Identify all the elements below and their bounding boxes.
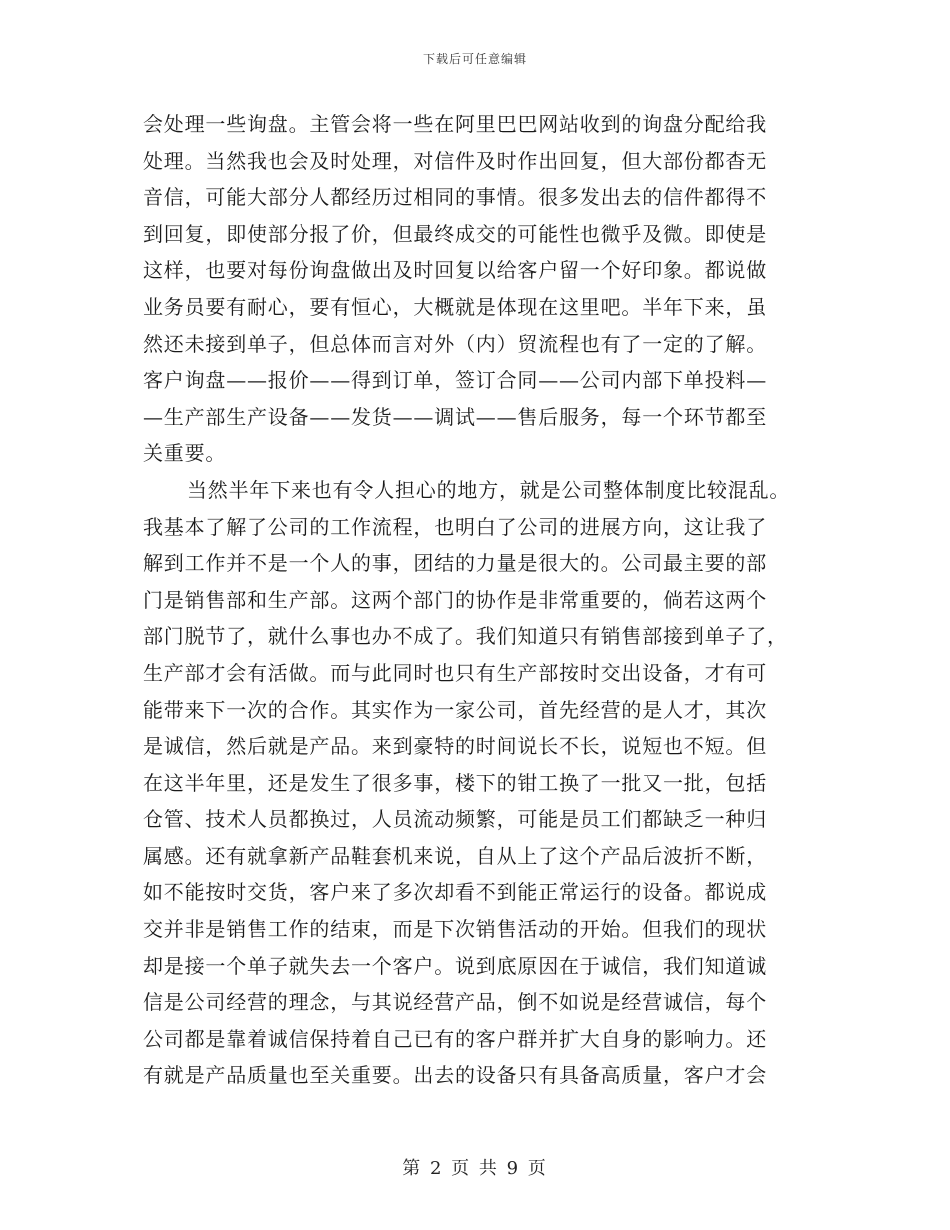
text-line: 客户询盘——报价——得到订单，签订合同——公司内部下单投料— xyxy=(143,368,767,393)
text-line: 解到工作并不是一个人的事，团结的力量是很大的。公司最主要的部 xyxy=(143,551,767,576)
text-line: 然还未接到单子，但总体而言对外（内）贸流程也有了一定的了解。 xyxy=(143,331,767,356)
text-line: 信是公司经营的理念，与其说经营产品，倒不如说是经营诚信，每个 xyxy=(143,990,767,1015)
text-line: 生产部才会有活做。而与此同时也只有生产部按时交出设备，才有可 xyxy=(143,660,767,685)
text-line: 却是接一个单子就失去一个客户。说到底原因在于诚信，我们知道诚 xyxy=(143,953,767,978)
text-line: 会处理一些询盘。主管会将一些在阿里巴巴网站收到的询盘分配给我 xyxy=(143,112,767,136)
text-line: 部门脱节了，就什么事也办不成了。我们知道只有销售部接到单子了， xyxy=(143,624,788,649)
text-line: 公司都是靠着诚信保持着自己已有的客户群并扩大自身的影响力。还 xyxy=(143,1026,767,1051)
text-line: 到回复，即使部分报了价，但最终成交的可能性也微乎及微。即使是 xyxy=(143,221,767,246)
text-line: 业务员要有耐心，要有恒心，大概就是体现在这里吧。半年下来，虽 xyxy=(143,294,767,319)
text-line: —生产部生产设备——发货——调试——售后服务，每一个环节都至 xyxy=(143,404,767,429)
text-line: 仓管、技术人员都换过，人员流动频繁，可能是员工们都缺乏一种归 xyxy=(143,807,767,832)
paragraph-start-line: 当然半年下来也有令人担心的地方，就是公司整体制度比较混乱。 xyxy=(187,477,791,502)
text-line: 交并非是销售工作的结束，而是下次销售活动的开始。但我们的现状 xyxy=(143,917,767,942)
text-line: 关重要。 xyxy=(143,441,227,466)
text-line: 音信，可能大部分人都经历过相同的事情。很多发出去的信件都得不 xyxy=(143,185,767,210)
text-line: 这样，也要对每份询盘做出及时回复以给客户留一个好印象。都说做 xyxy=(143,258,767,283)
text-line: 是诚信，然后就是产品。来到豪特的时间说长不长，说短也不短。但 xyxy=(143,734,767,759)
text-line: 门是销售部和生产部。这两个部门的协作是非常重要的，倘若这两个 xyxy=(143,587,767,612)
page-header: 下载后可任意编辑 xyxy=(422,52,527,66)
document-body xyxy=(143,106,815,1094)
text-line: 我基本了解了公司的工作流程，也明白了公司的进展方向，这让我了 xyxy=(143,514,767,539)
text-line: 处理。当然我也会及时处理，对信件及时作出回复，但大部份都杳无 xyxy=(143,148,767,173)
text-line: 如不能按时交货，客户来了多次却看不到能正常运行的设备。都说成 xyxy=(143,880,767,905)
text-line: 在这半年里，还是发生了很多事，楼下的钳工换了一批又一批，包括 xyxy=(143,770,767,795)
text-line: 属感。还有就拿新产品鞋套机来说，自从上了这个产品后波折不断， xyxy=(143,843,767,868)
text-line: 能带来下一次的合作。其实作为一家公司，首先经营的是人才，其次 xyxy=(143,697,767,722)
page-number: 第 2 页 共 9 页 xyxy=(402,1158,548,1179)
text-line: 有就是产品质量也至关重要。出去的设备只有具备高质量，客户才会 xyxy=(143,1063,767,1088)
